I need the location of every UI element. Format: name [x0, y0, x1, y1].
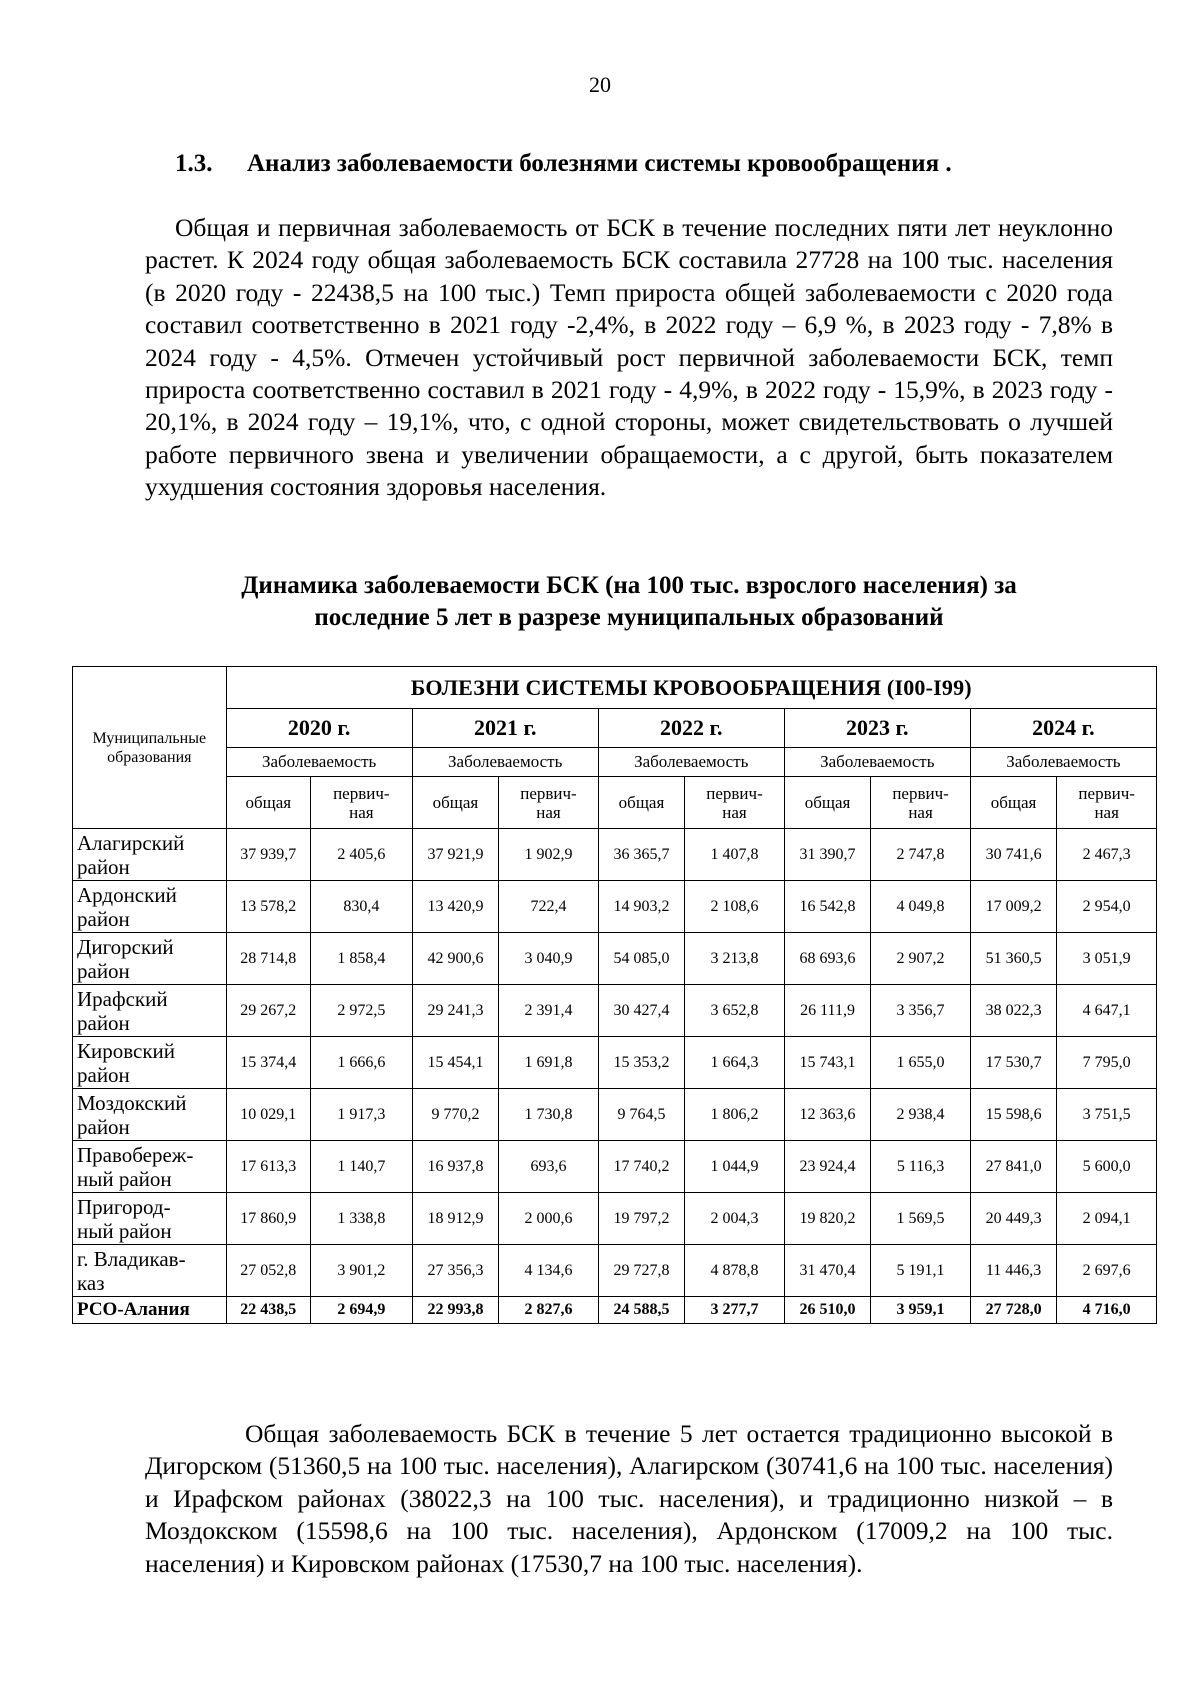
table-cell: 30 741,6: [970, 829, 1057, 881]
table-cell: 1 338,8: [310, 1193, 412, 1245]
table-cell: 3 051,9: [1057, 933, 1157, 985]
total-cell: 2 827,6: [499, 1297, 599, 1324]
row-name-line1: Алагирский: [77, 830, 185, 855]
table-cell: 9 764,5: [598, 1089, 685, 1141]
row-name-line1: Ардонский: [77, 882, 177, 907]
table-row: [73, 1089, 1157, 1141]
row-name-line2: район: [77, 1114, 130, 1139]
table-caption-line1: Динамика заболеваемости БСК (на 100 тыс. взрослого населения) за: [241, 572, 1017, 599]
table-cell: 2 094,1: [1057, 1193, 1157, 1245]
table-cell: 37 939,7: [226, 829, 310, 881]
row-name-line2: каз: [77, 1270, 105, 1295]
row-name-line1: Пригород-: [77, 1194, 171, 1219]
table-cell: 68 693,6: [784, 933, 871, 985]
total-cell: 27 728,0: [970, 1297, 1057, 1324]
year-header: 2024 г.: [970, 709, 1156, 748]
row-name-line2: район: [77, 906, 130, 931]
page-number: 20: [589, 72, 611, 97]
table-cell: 2 000,6: [499, 1193, 599, 1245]
table-cell: 3 213,8: [685, 933, 785, 985]
table-row: [73, 829, 1157, 881]
table-cell: 2 938,4: [871, 1089, 971, 1141]
table-cell: 12 363,6: [784, 1089, 871, 1141]
total-row-name: РСО-Алания: [73, 1297, 227, 1324]
intro-paragraph: Общая и первичная заболеваемость от БСК в течение последних пяти лет неуклонно растет. К 2024 году общая заболеваемость БСК составила 27728 на 100 тыс. населения (в 2020 году - 22438,5 на 100 тыс.) Темп прироста общей заболеваемости с 2020 года составил соответственно в 2021 году -2,4%, в 2022 году – 6,9 %, в 2023 году - 7,8% в 2024 году - 4,5%. Отмечен устойчивый рост первичной заболеваемости БСК, темп прироста соответственно составил в 2021 году - 4,9%, в 2022 году - 15,9%, в 2023 году - 20,1%, в 2024 году – 19,1%, что, с одной стороны, может свидетельствовать о лучшей работе первичного звена и увеличении обращаемости, а с другой, быть показателем ухудшения состояния здоровья населения.: [145, 213, 1113, 502]
corner-header: [73, 667, 227, 829]
table-cell: 29 727,8: [598, 1245, 685, 1297]
row-name-line1: Правобереж-: [77, 1142, 194, 1167]
table-cell: 18 912,9: [412, 1193, 499, 1245]
col-primary-line2: ная: [908, 802, 933, 822]
table-cell: 4 647,1: [1057, 985, 1157, 1037]
table-caption: [145, 570, 1113, 634]
col-primary-line2: ная: [536, 802, 561, 822]
table-cell: 1 569,5: [871, 1193, 971, 1245]
table-cell: 5 600,0: [1057, 1141, 1157, 1193]
col-total-header: общая: [598, 777, 685, 829]
table-cell: 15 454,1: [412, 1037, 499, 1089]
morbidity-table: [72, 666, 1157, 1324]
table-cell: 2 972,5: [310, 985, 412, 1037]
col-primary-line2: ная: [349, 802, 374, 822]
table-cell: 1 917,3: [310, 1089, 412, 1141]
row-name-line2: ный район: [77, 1166, 172, 1191]
table-cell: 1 858,4: [310, 933, 412, 985]
table-cell: 13 420,9: [412, 881, 499, 933]
col-total-header: общая: [226, 777, 310, 829]
col-primary-line1: первич-: [892, 783, 949, 803]
table-cell: 37 921,9: [412, 829, 499, 881]
table-cell: 2 391,4: [499, 985, 599, 1037]
col-total-header: общая: [412, 777, 499, 829]
row-name: [73, 1037, 227, 1089]
row-name-line2: район: [77, 958, 130, 983]
table-cell: 5 116,3: [871, 1141, 971, 1193]
col-primary-line2: ная: [1094, 802, 1119, 822]
total-cell: 22 438,5: [226, 1297, 310, 1324]
total-cell: 3 959,1: [871, 1297, 971, 1324]
table-cell: 3 652,8: [685, 985, 785, 1037]
table-cell: 27 841,0: [970, 1141, 1057, 1193]
morbidity-subheader: Заболеваемость: [412, 748, 598, 777]
table-cell: 1 806,2: [685, 1089, 785, 1141]
morbidity-subheader: Заболеваемость: [970, 748, 1156, 777]
table-cell: 2 907,2: [871, 933, 971, 985]
table-cell: 29 241,3: [412, 985, 499, 1037]
table-cell: 28 714,8: [226, 933, 310, 985]
table-row: [73, 1141, 1157, 1193]
col-primary-header: [1057, 777, 1157, 829]
corner-header-line2: образования: [107, 748, 192, 766]
table-cell: 3 751,5: [1057, 1089, 1157, 1141]
table-cell: 2 697,6: [1057, 1245, 1157, 1297]
table-cell: 2 467,3: [1057, 829, 1157, 881]
table-cell: 3 901,2: [310, 1245, 412, 1297]
table-cell: 51 360,5: [970, 933, 1057, 985]
total-cell: 3 277,7: [685, 1297, 785, 1324]
table-cell: 17 009,2: [970, 881, 1057, 933]
table-cell: 36 365,7: [598, 829, 685, 881]
total-cell: 2 694,9: [310, 1297, 412, 1324]
row-name: [73, 1245, 227, 1297]
corner-header-line1: Муниципальные: [92, 729, 207, 747]
row-name-line2: район: [77, 854, 130, 879]
table-cell: 693,6: [499, 1141, 599, 1193]
col-primary-header: [499, 777, 599, 829]
table-cell: 20 449,3: [970, 1193, 1057, 1245]
table-row: [73, 881, 1157, 933]
table-row: [73, 1037, 1157, 1089]
table-cell: 9 770,2: [412, 1089, 499, 1141]
section-number: 1.3.: [175, 150, 213, 177]
table-cell: 26 111,9: [784, 985, 871, 1037]
table-cell: 2 954,0: [1057, 881, 1157, 933]
table-cell: 19 820,2: [784, 1193, 871, 1245]
total-cell: 26 510,0: [784, 1297, 871, 1324]
morbidity-subheader: Заболеваемость: [226, 748, 412, 777]
row-name: [73, 829, 227, 881]
main-header: БОЛЕЗНИ СИСТЕМЫ КРОВООБРАЩЕНИЯ (I00-I99): [226, 667, 1156, 709]
table-cell: 11 446,3: [970, 1245, 1057, 1297]
total-cell: 22 993,8: [412, 1297, 499, 1324]
row-name-line1: Кировский: [77, 1038, 176, 1063]
table-cell: 3 356,7: [871, 985, 971, 1037]
table-cell: 16 542,8: [784, 881, 871, 933]
table-cell: 15 743,1: [784, 1037, 871, 1089]
table-cell: 2 405,6: [310, 829, 412, 881]
col-primary-line1: первич-: [706, 783, 763, 803]
table-cell: 16 937,8: [412, 1141, 499, 1193]
col-primary-line1: первич-: [1078, 783, 1135, 803]
row-name-line1: г. Владикав-: [77, 1246, 186, 1271]
col-total-header: общая: [970, 777, 1057, 829]
table-cell: 17 530,7: [970, 1037, 1057, 1089]
row-name: [73, 1141, 227, 1193]
table-cell: 17 740,2: [598, 1141, 685, 1193]
table-cell: 17 860,9: [226, 1193, 310, 1245]
table-cell: 2 747,8: [871, 829, 971, 881]
col-primary-header: [871, 777, 971, 829]
row-name-line2: район: [77, 1062, 130, 1087]
table-cell: 29 267,2: [226, 985, 310, 1037]
table-cell: 2 004,3: [685, 1193, 785, 1245]
table-cell: 27 052,8: [226, 1245, 310, 1297]
table-cell: 14 903,2: [598, 881, 685, 933]
table-cell: 2 108,6: [685, 881, 785, 933]
table-cell: 1 655,0: [871, 1037, 971, 1089]
table-cell: 17 613,3: [226, 1141, 310, 1193]
table-cell: 30 427,4: [598, 985, 685, 1037]
row-name-line1: Дигорский: [77, 934, 174, 959]
table-row: [73, 1193, 1157, 1245]
table-cell: 1 666,6: [310, 1037, 412, 1089]
row-name-line1: Ирафский: [77, 986, 168, 1011]
row-name: [73, 881, 227, 933]
table-cell: 1 407,8: [685, 829, 785, 881]
table-cell: 38 022,3: [970, 985, 1057, 1037]
row-name: [73, 1193, 227, 1245]
table-cell: 1 902,9: [499, 829, 599, 881]
table-cell: 1 664,3: [685, 1037, 785, 1089]
total-cell: 4 716,0: [1057, 1297, 1157, 1324]
col-total-header: общая: [784, 777, 871, 829]
morbidity-subheader: Заболеваемость: [598, 748, 784, 777]
table-cell: 15 598,6: [970, 1089, 1057, 1141]
table-row: [73, 933, 1157, 985]
table-cell: 722,4: [499, 881, 599, 933]
row-name: [73, 933, 227, 985]
table-caption-line2: последние 5 лет в разрезе муниципальных образований: [314, 604, 944, 631]
table-cell: 10 029,1: [226, 1089, 310, 1141]
conclusion-paragraph: Общая заболеваемость БСК в течение 5 лет остается традиционно высокой в Дигорском (51360,5 на 100 тыс. населения), Алагирском (30741,6 на 100 тыс. населения) и Ирафском районах (38022,3 на 100 тыс. населения), и традиционно низкой – в Моздокском (15598,6 на 100 тыс. населения), Ардонском (17009,2 на 100 тыс. населения) и Кировском районах (17530,7 на 100 тыс. населения).: [145, 1419, 1113, 1578]
table-cell: 4 049,8: [871, 881, 971, 933]
year-header: 2023 г.: [784, 709, 970, 748]
table-cell: 5 191,1: [871, 1245, 971, 1297]
table-cell: 3 040,9: [499, 933, 599, 985]
row-name-line2: район: [77, 1010, 130, 1035]
table-cell: 42 900,6: [412, 933, 499, 985]
col-primary-line2: ная: [722, 802, 747, 822]
table-cell: 54 085,0: [598, 933, 685, 985]
table-row: [73, 1245, 1157, 1297]
table-cell: 1 691,8: [499, 1037, 599, 1089]
table-row: [73, 985, 1157, 1037]
table-cell: 15 353,2: [598, 1037, 685, 1089]
row-name-line2: ный район: [77, 1218, 172, 1243]
table-cell: 1 140,7: [310, 1141, 412, 1193]
year-header: 2021 г.: [412, 709, 598, 748]
table-cell: 4 878,8: [685, 1245, 785, 1297]
table-cell: 31 390,7: [784, 829, 871, 881]
col-primary-line1: первич-: [520, 783, 577, 803]
table-cell: 31 470,4: [784, 1245, 871, 1297]
table-cell: 4 134,6: [499, 1245, 599, 1297]
row-name-line1: Моздокский: [77, 1090, 187, 1115]
total-cell: 24 588,5: [598, 1297, 685, 1324]
table-cell: 13 578,2: [226, 881, 310, 933]
table-cell: 1 044,9: [685, 1141, 785, 1193]
morbidity-subheader: Заболеваемость: [784, 748, 970, 777]
row-name: [73, 1089, 227, 1141]
year-header: 2022 г.: [598, 709, 784, 748]
col-primary-line1: первич-: [333, 783, 390, 803]
section-heading: [175, 150, 952, 178]
table-cell: 7 795,0: [1057, 1037, 1157, 1089]
row-name: [73, 985, 227, 1037]
table-cell: 23 924,4: [784, 1141, 871, 1193]
section-title: Анализ заболеваемости болезнями системы кровообращения .: [247, 150, 952, 177]
col-primary-header: [310, 777, 412, 829]
total-row: [73, 1297, 1157, 1324]
col-primary-header: [685, 777, 785, 829]
year-header: 2020 г.: [226, 709, 412, 748]
table-cell: 15 374,4: [226, 1037, 310, 1089]
table-cell: 830,4: [310, 881, 412, 933]
table-cell: 19 797,2: [598, 1193, 685, 1245]
table-cell: 1 730,8: [499, 1089, 599, 1141]
table-cell: 27 356,3: [412, 1245, 499, 1297]
